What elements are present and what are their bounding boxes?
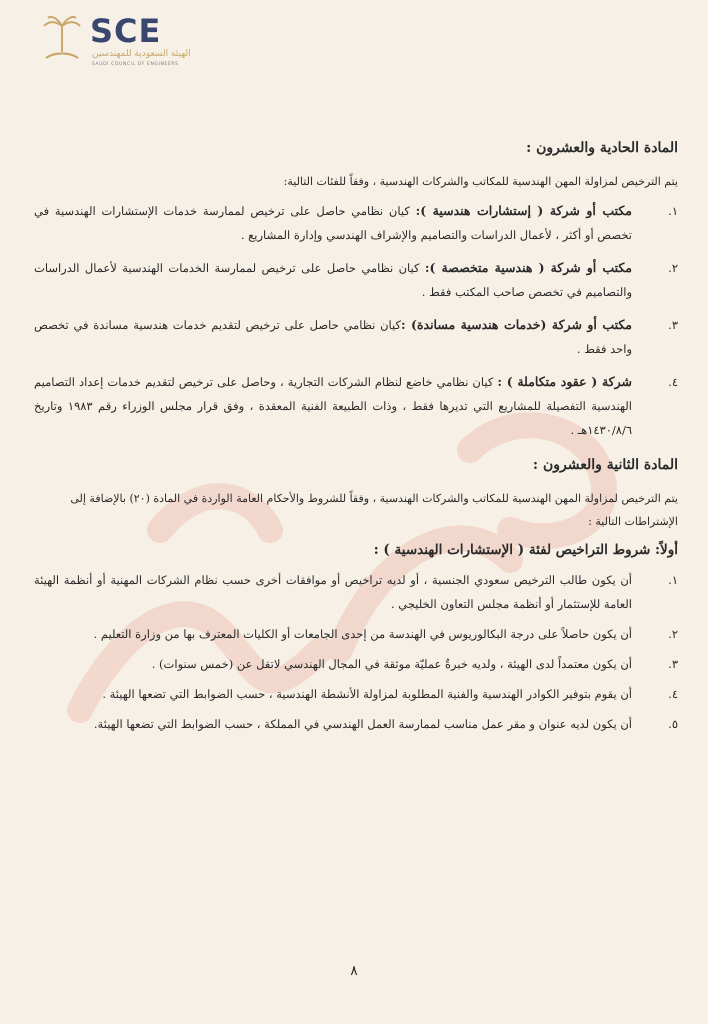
document-body bbox=[34, 134, 678, 742]
item-number: ٢. bbox=[668, 627, 678, 641]
list-item bbox=[34, 256, 678, 304]
page-number: ٨ bbox=[350, 963, 358, 979]
list-item bbox=[34, 313, 678, 361]
item-number: ٣. bbox=[668, 318, 678, 332]
item-term: مكتب أو شركة ( هندسية متخصصة ): bbox=[424, 260, 632, 275]
list-item bbox=[34, 682, 678, 706]
list-item bbox=[34, 652, 678, 676]
list-item bbox=[34, 712, 678, 736]
item-term: شركة ( عقود متكاملة ) : bbox=[497, 374, 632, 389]
item-number: ٤. bbox=[668, 375, 678, 389]
item-text: كيان نظامي حاصل على ترخيص لتقديم خدمات هندسية مساندة في تخصص واحد فقط . bbox=[34, 318, 632, 356]
list-item bbox=[34, 622, 678, 646]
item-text: أن يكون حاصلاً على درجة البكالوريوس في الهندسة من إحدى الجامعات أو الكليات المعترف بها من وزارة التعليم . bbox=[93, 627, 632, 641]
sce-logo bbox=[38, 8, 208, 70]
list-item bbox=[34, 568, 678, 616]
item-number: ٢. bbox=[668, 261, 678, 275]
item-number: ٤. bbox=[668, 687, 678, 701]
article-21-title: المادة الحادية والعشرون : bbox=[526, 140, 678, 156]
item-number: ٣. bbox=[668, 657, 678, 671]
license-categories-list bbox=[34, 199, 678, 442]
item-text: أن يكون معتمداً لدى الهيئة ، ولديه خبرةٌ عمليّة موثقة في المجال الهندسي لاتقل عن (خمس سنوات) . bbox=[151, 657, 632, 671]
item-text: كيان نظامي حاصل على ترخيص لممارسة الخدمات الهندسية لأعمال الدراسات والتصاميم في تخصص صاحب المكتب فقط . bbox=[34, 261, 632, 299]
consulting-conditions-list bbox=[34, 568, 678, 736]
item-term: مكتب أو شركة (خدمات هندسية مساندة) : bbox=[400, 317, 632, 332]
item-number: ٥. bbox=[668, 717, 678, 731]
consulting-conditions-title: أولاً: شروط التراخيص لفئة ( الإستشارات الهندسية ) : bbox=[373, 542, 678, 558]
item-number: ١. bbox=[668, 573, 678, 587]
item-text: أن يقوم بتوفير الكوادر الهندسية والفنية المطلوبة لمزاولة الأنشطة الهندسية ، حسب الضوابط التي تضعها الهيئة . bbox=[102, 687, 632, 701]
logo-arabic-name: الهيئة السعودية للمهندسين bbox=[92, 49, 191, 59]
logo-wordmark: SCE bbox=[90, 12, 162, 50]
list-item bbox=[34, 370, 678, 442]
article-22-intro: يتم الترخيص لمزاولة المهن الهندسية للمكاتب والشركات الهندسية ، وفقاً للشروط والأحكام العامة الواردة في المادة (٢٠) بالإضافة إلى الإشتراطات التالية : bbox=[70, 492, 678, 528]
article-21-intro: يتم الترخيص لمزاولة المهن الهندسية للمكاتب والشركات الهندسية ، وفقاً للفئات التالية: bbox=[283, 175, 678, 188]
article-22-title: المادة الثانية والعشرون : bbox=[532, 457, 678, 473]
logo-english-name: SAUDI COUNCIL OF ENGINEERS bbox=[92, 62, 179, 67]
item-text: أن يكون لديه عنوان و مقر عمل مناسب لممارسة العمل الهندسي في المملكة ، حسب الضوابط التي تضعها الهيئة. bbox=[93, 717, 632, 731]
list-item bbox=[34, 199, 678, 247]
item-text: كيان نظامي حاصل على ترخيص لممارسة خدمات الإستشارات الهندسية في تخصص أو أكثر ، لأعمال الدراسات والتصاميم والإشراف الهندسي وإدارة المشاريع . bbox=[34, 204, 632, 242]
item-term: مكتب أو شركة ( إستشارات هندسية ): bbox=[415, 203, 632, 218]
item-number: ١. bbox=[668, 204, 678, 218]
palm-swords-emblem-icon bbox=[40, 12, 84, 64]
item-text: كيان نظامي خاضع لنظام الشركات التجارية ، وحاصل على ترخيص لتقديم خدمات إعداد التصاميم الهندسية التفصيلة للمشاريع التي تديرها فقط ، وذات الطبيعة الفنية المعقدة ، وفق قرار مجلس الوزراء رقم ١٩٨٣ وتاريخ ١٤٣٠/٨/٦هـ . bbox=[34, 375, 632, 437]
item-text: أن يكون طالب الترخيص سعودي الجنسية ، أو لديه تراخيص أو موافقات أخرى حسب نظام الشركات المهنية أو أنظمة الهيئة العامة للإستثمار أو أنظمة مجلس التعاون الخليجي . bbox=[34, 573, 632, 611]
